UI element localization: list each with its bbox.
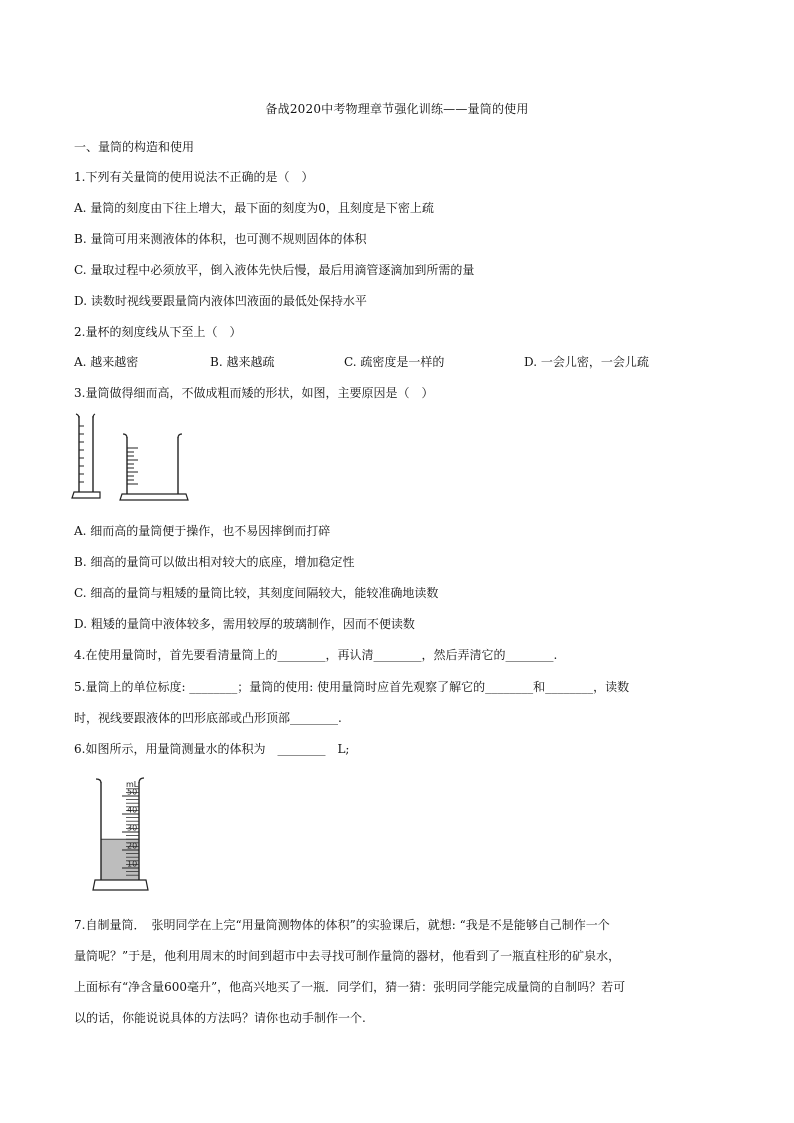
q2-option-c: C. 疏密度是一样的 <box>344 355 445 369</box>
q1-option-c: C. 量取过程中必须放平，倒入液体先快后慢，最后用滴管逐滴加到所需的量 <box>74 263 475 277</box>
q2-option-a: A. 越来越密 <box>74 355 139 369</box>
q7-line-4: 以的话，你能说说具体的方法吗？请你也动手制作一个. <box>74 1011 366 1025</box>
q3-option-c: C. 细高的量筒与粗矮的量筒比较，其刻度间隔较大，能较准确地读数 <box>74 586 439 600</box>
q2-stem: 2.量杯的刻度线从下至上（ ） <box>74 325 242 339</box>
q5-line-1: 5.量筒上的单位标度: ________；量筒的使用: 使用量筒时应首先观察了解它的________和________，读数 <box>74 680 630 694</box>
q1-option-a: A. 量筒的刻度由下往上增大，最下面的刻度为0，且刻度是下密上疏 <box>74 201 434 215</box>
q6-text: 6.如图所示，用量筒测量水的体积为 ________ L; <box>74 742 350 756</box>
q2-option-d: D. 一会儿密，一会儿疏 <box>524 355 649 369</box>
q2-option-b: B. 越来越疏 <box>210 355 275 369</box>
q7-line-1: 7.自制量筒． 张明同学在上完“用量筒测物体的体积”的实验课后，就想: “我是不是能够自己制作一个 <box>74 918 610 932</box>
q7-line-3: 上面标有“净含量600毫升”，他高兴地买了一瓶．同学们，猜一猜：张明同学能完成量筒的自制吗？若可 <box>74 980 626 994</box>
page-title: 备战2020中考物理章节强化训练——量筒的使用 <box>265 102 529 116</box>
graduated-cylinder-figure <box>86 774 160 898</box>
q3-option-a: A. 细而高的量筒便于操作，也不易因摔倒而打碎 <box>74 524 331 538</box>
q1-option-b: B. 量筒可用来测液体的体积，也可测不规则固体的体积 <box>74 232 367 246</box>
tall-cylinder-icon <box>72 414 100 498</box>
tick-label: 40 <box>127 805 138 815</box>
cylinder-and-beaker-figure <box>70 412 200 504</box>
q1-stem: 1.下列有关量筒的使用说法不正确的是（ ） <box>74 170 314 184</box>
section-heading: 一、量筒的构造和使用 <box>74 140 195 154</box>
tick-label: 20 <box>127 841 138 851</box>
q5-line-2: 时，视线要跟液体的凹形底部或凸形顶部________. <box>74 711 342 725</box>
wide-cylinder-icon <box>120 434 188 500</box>
q3-option-d: D. 粗矮的量筒中液体较多，需用较厚的玻璃制作，因而不便读数 <box>74 617 415 631</box>
tick-label: 50 <box>127 787 138 797</box>
q3-option-b: B. 细高的量筒可以做出相对较大的底座，增加稳定性 <box>74 555 355 569</box>
q3-stem: 3.量筒做得细而高，不做成粗而矮的形状，如图，主要原因是（ ） <box>74 386 434 400</box>
tick-label: 30 <box>127 823 138 833</box>
unit-label: mL <box>126 780 139 789</box>
q1-option-d: D. 读数时视线要跟量筒内液体凹液面的最低处保持水平 <box>74 294 367 308</box>
cylinder-base <box>93 880 148 890</box>
q4-text: 4.在使用量筒时，首先要看清量筒上的________，再认清________，然后弄清它的________. <box>74 648 558 662</box>
tick-label: 10 <box>127 859 138 869</box>
q7-line-2: 量筒呢？”于是，他利用周末的时间到超市中去寻找可制作量筒的器材，他看到了一瓶直柱形的矿泉水， <box>74 949 621 963</box>
q2-options <box>74 353 724 373</box>
